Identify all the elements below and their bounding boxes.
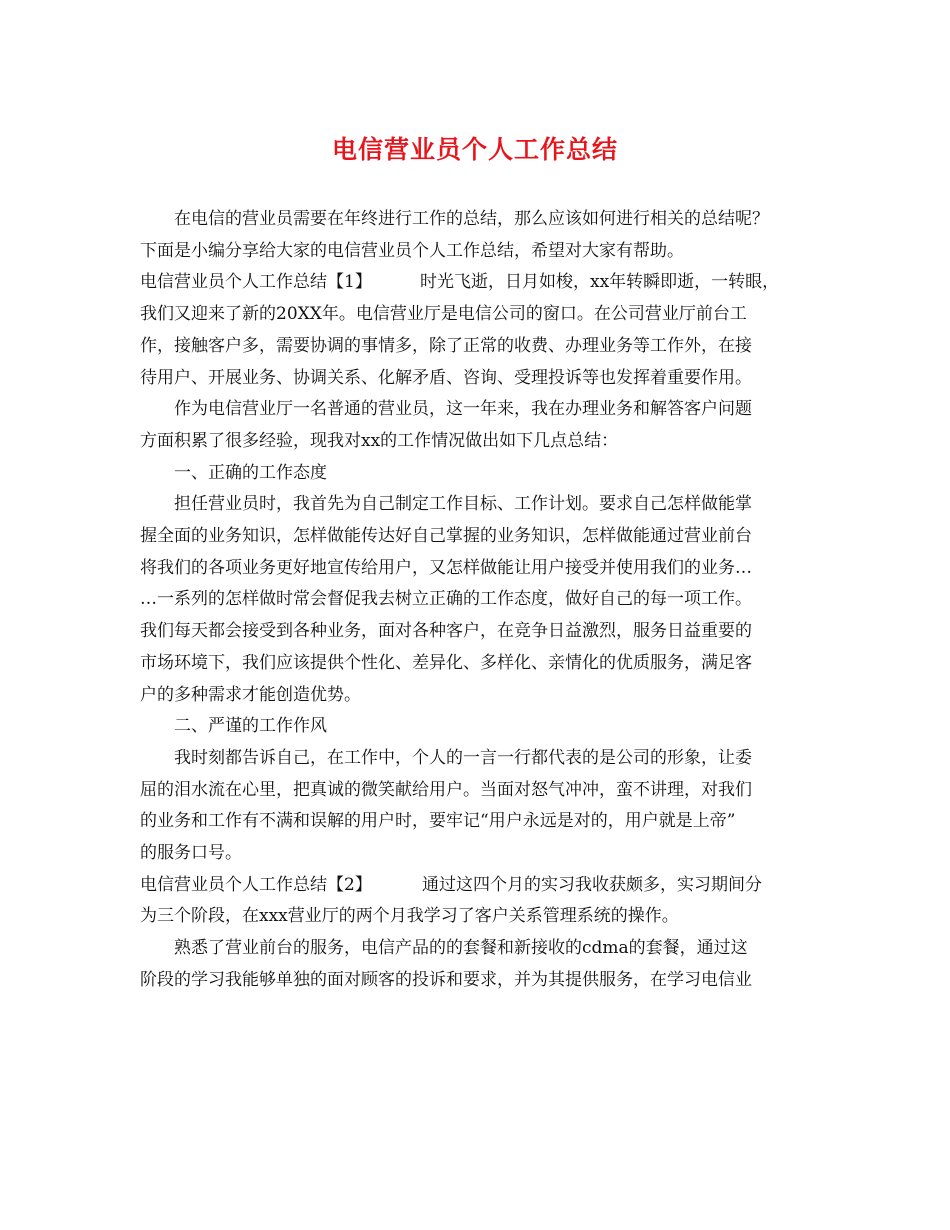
section-heading: 一、正确的工作态度 [174, 462, 327, 483]
body-line: 方面积累了很多经验，现我对xx的工作情况做出如下几点总结： [140, 430, 619, 451]
body-line: 阶段的学习我能够单独的面对顾客的投诉和要求，并为其提供服务，在学习电信业 [140, 969, 752, 990]
section-heading: 二、严谨的工作作风 [174, 716, 327, 737]
body-line: 待用户、开展业务、协调关系、化解矛盾、咨询、受理投诉等也发挥着重要作用。 [140, 367, 752, 388]
section2-label: 电信营业员个人工作总结【2】 [140, 874, 372, 895]
body-line: 我们每天都会接受到各种业务，面对各种客户，在竞争日益激烈，服务日益重要的 [140, 621, 752, 642]
body-line: 作，接触客户多，需要协调的事情多，除了正常的收费、办理业务等工作外，在接 [140, 335, 752, 356]
body-line: 熟悉了营业前台的服务，电信产品的的套餐和新接收的cdma的套餐，通过这 [174, 938, 748, 959]
intro-line: 下面是小编分享给大家的电信营业员个人工作总结，希望对大家有帮助。 [140, 240, 684, 261]
section1-label: 电信营业员个人工作总结【1】 [140, 272, 372, 293]
body-line: 我时刻都告诉自己，在工作中，个人的一言一行都代表的是公司的形象，让委 [174, 747, 752, 768]
section1-first-line [140, 267, 830, 299]
body-line: 我们又迎来了新的20XX年。电信营业厅是电信公司的窗口。在公司营业厅前台工 [140, 304, 747, 325]
body-line: 握全面的业务知识，怎样做能传达好自己掌握的业务知识，怎样做能通过营业前台 [140, 526, 752, 547]
body-line: 作为电信营业厅一名普通的营业员，这一年来，我在办理业务和解答客户问题 [174, 399, 752, 420]
section2-line-text: 通过这四个月的实习我收获颇多，实习期间分 [422, 874, 762, 895]
body-line: 将我们的各项业务更好地宣传给用户，又怎样做能让用户接受并使用我们的业务… [140, 557, 752, 578]
body-line: 的服务口号。 [140, 843, 242, 864]
body-line: …一系列的怎样做时常会督促我去树立正确的工作态度，做好自己的每一项工作。 [140, 589, 752, 610]
section2-first-line [140, 870, 830, 902]
body-line: 户的多种需求才能创造优势。 [140, 684, 361, 705]
section1-line-text: 时光飞逝，日月如梭，xx年转瞬即逝，一转眼， [420, 272, 780, 293]
body-line: 为三个阶段，在xxx营业厅的两个月我学习了客户关系管理系统的操作。 [140, 906, 679, 927]
body-line: 市场环境下，我们应该提供个性化、差异化、多样化、亲情化的优质服务，满足客 [140, 652, 752, 673]
body-line: 屈的泪水流在心里，把真诚的微笑献给用户。当面对怒气冲冲，蛮不讲理，对我们 [140, 779, 752, 800]
intro-line: 在电信的营业员需要在年终进行工作的总结，那么应该如何进行相关的总结呢？ [174, 209, 769, 229]
body-line: 的业务和工作有不满和误解的用户时，要牢记“用户永远是对的，用户就是上帝” [140, 811, 736, 832]
body-line: 担任营业员时，我首先为自己制定工作目标、工作计划。要求自己怎样做能掌 [174, 494, 752, 515]
document-body [140, 204, 830, 997]
document-title: 电信营业员个人工作总结 [331, 135, 618, 164]
